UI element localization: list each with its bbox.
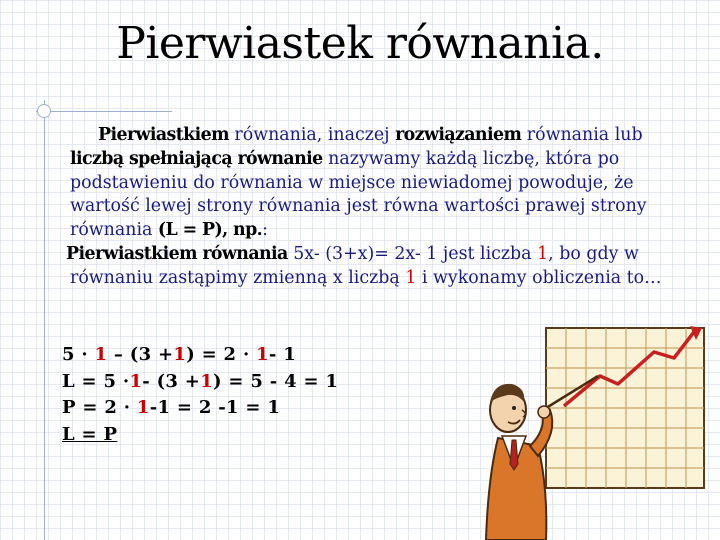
body-text — [60, 124, 700, 291]
decorative-line-vertical — [44, 100, 45, 540]
term-liczba-spelniajaca: liczbą spełniającą równanie — [70, 148, 323, 169]
eq-substituted-value: 1 — [256, 344, 269, 365]
text-segment: , bo gdy w równaniu zastąpimy zmienną x liczbą — [70, 243, 639, 288]
eq-part: P = 2 · — [62, 397, 137, 418]
eq-part: 5 · — [62, 344, 95, 365]
definition-paragraph — [60, 124, 700, 243]
term-l-equals-p: (L = P), np. — [157, 220, 263, 241]
term-pierwiastkiem-rownania: Pierwiastkiem równania — [66, 243, 288, 264]
eq-part: - 1 — [268, 344, 297, 365]
equation-line-2 — [62, 369, 338, 396]
eq-substituted-value: 1 — [136, 397, 150, 418]
equation-block — [62, 342, 338, 448]
equation-line-1 — [62, 342, 338, 369]
presenter-hand — [538, 406, 550, 418]
text-segment: równania, inaczej — [228, 125, 396, 145]
decorative-line-horizontal — [36, 111, 172, 112]
decorative-circle-icon — [37, 104, 51, 118]
eq-part: – (3 + — [107, 344, 174, 365]
eq-substituted-value: 1 — [173, 344, 187, 365]
eq-part: L = 5 · — [62, 370, 130, 392]
eq-part: - (3 + — [142, 370, 201, 392]
highlight-number: 1 — [405, 267, 417, 288]
eq-substituted-value: 1 — [200, 370, 214, 392]
eq-part: ) = 2 · — [186, 344, 257, 365]
text-segment: : — [262, 220, 268, 241]
presenter-eye — [512, 406, 516, 410]
eq-conclusion: L = P — [62, 423, 118, 445]
presenter-with-chart-icon — [468, 318, 708, 540]
term-pierwiastkiem: Pierwiastkiem — [98, 125, 229, 145]
eq-part: -1 = 2 -1 = 1 — [149, 397, 281, 418]
eq-substituted-value: 1 — [129, 370, 143, 392]
term-rozwiazaniem: rozwiązaniem — [395, 125, 522, 145]
example-paragraph — [60, 243, 700, 291]
text-segment: 5x- (3+x)= 2x- 1 jest liczba — [287, 243, 538, 264]
eq-part: ) = 5 - 4 = 1 — [213, 370, 339, 392]
text-segment: i wykonamy obliczenia to… — [416, 267, 662, 288]
presenter-tie — [510, 440, 518, 470]
equation-line-4 — [62, 422, 338, 449]
highlight-number: 1 — [537, 243, 549, 264]
text-segment: równania lub — [521, 125, 643, 145]
slide-title: Pierwiastek równania. — [116, 18, 604, 69]
eq-substituted-value: 1 — [94, 344, 108, 365]
equation-line-3 — [62, 395, 338, 422]
text-segment: nazywamy każdą liczbę, która po podstawieniu do równania w miejsce niewiadomej powoduje, że wartość lewej strony równania jest równa wartości prawej strony równania — [70, 148, 647, 241]
